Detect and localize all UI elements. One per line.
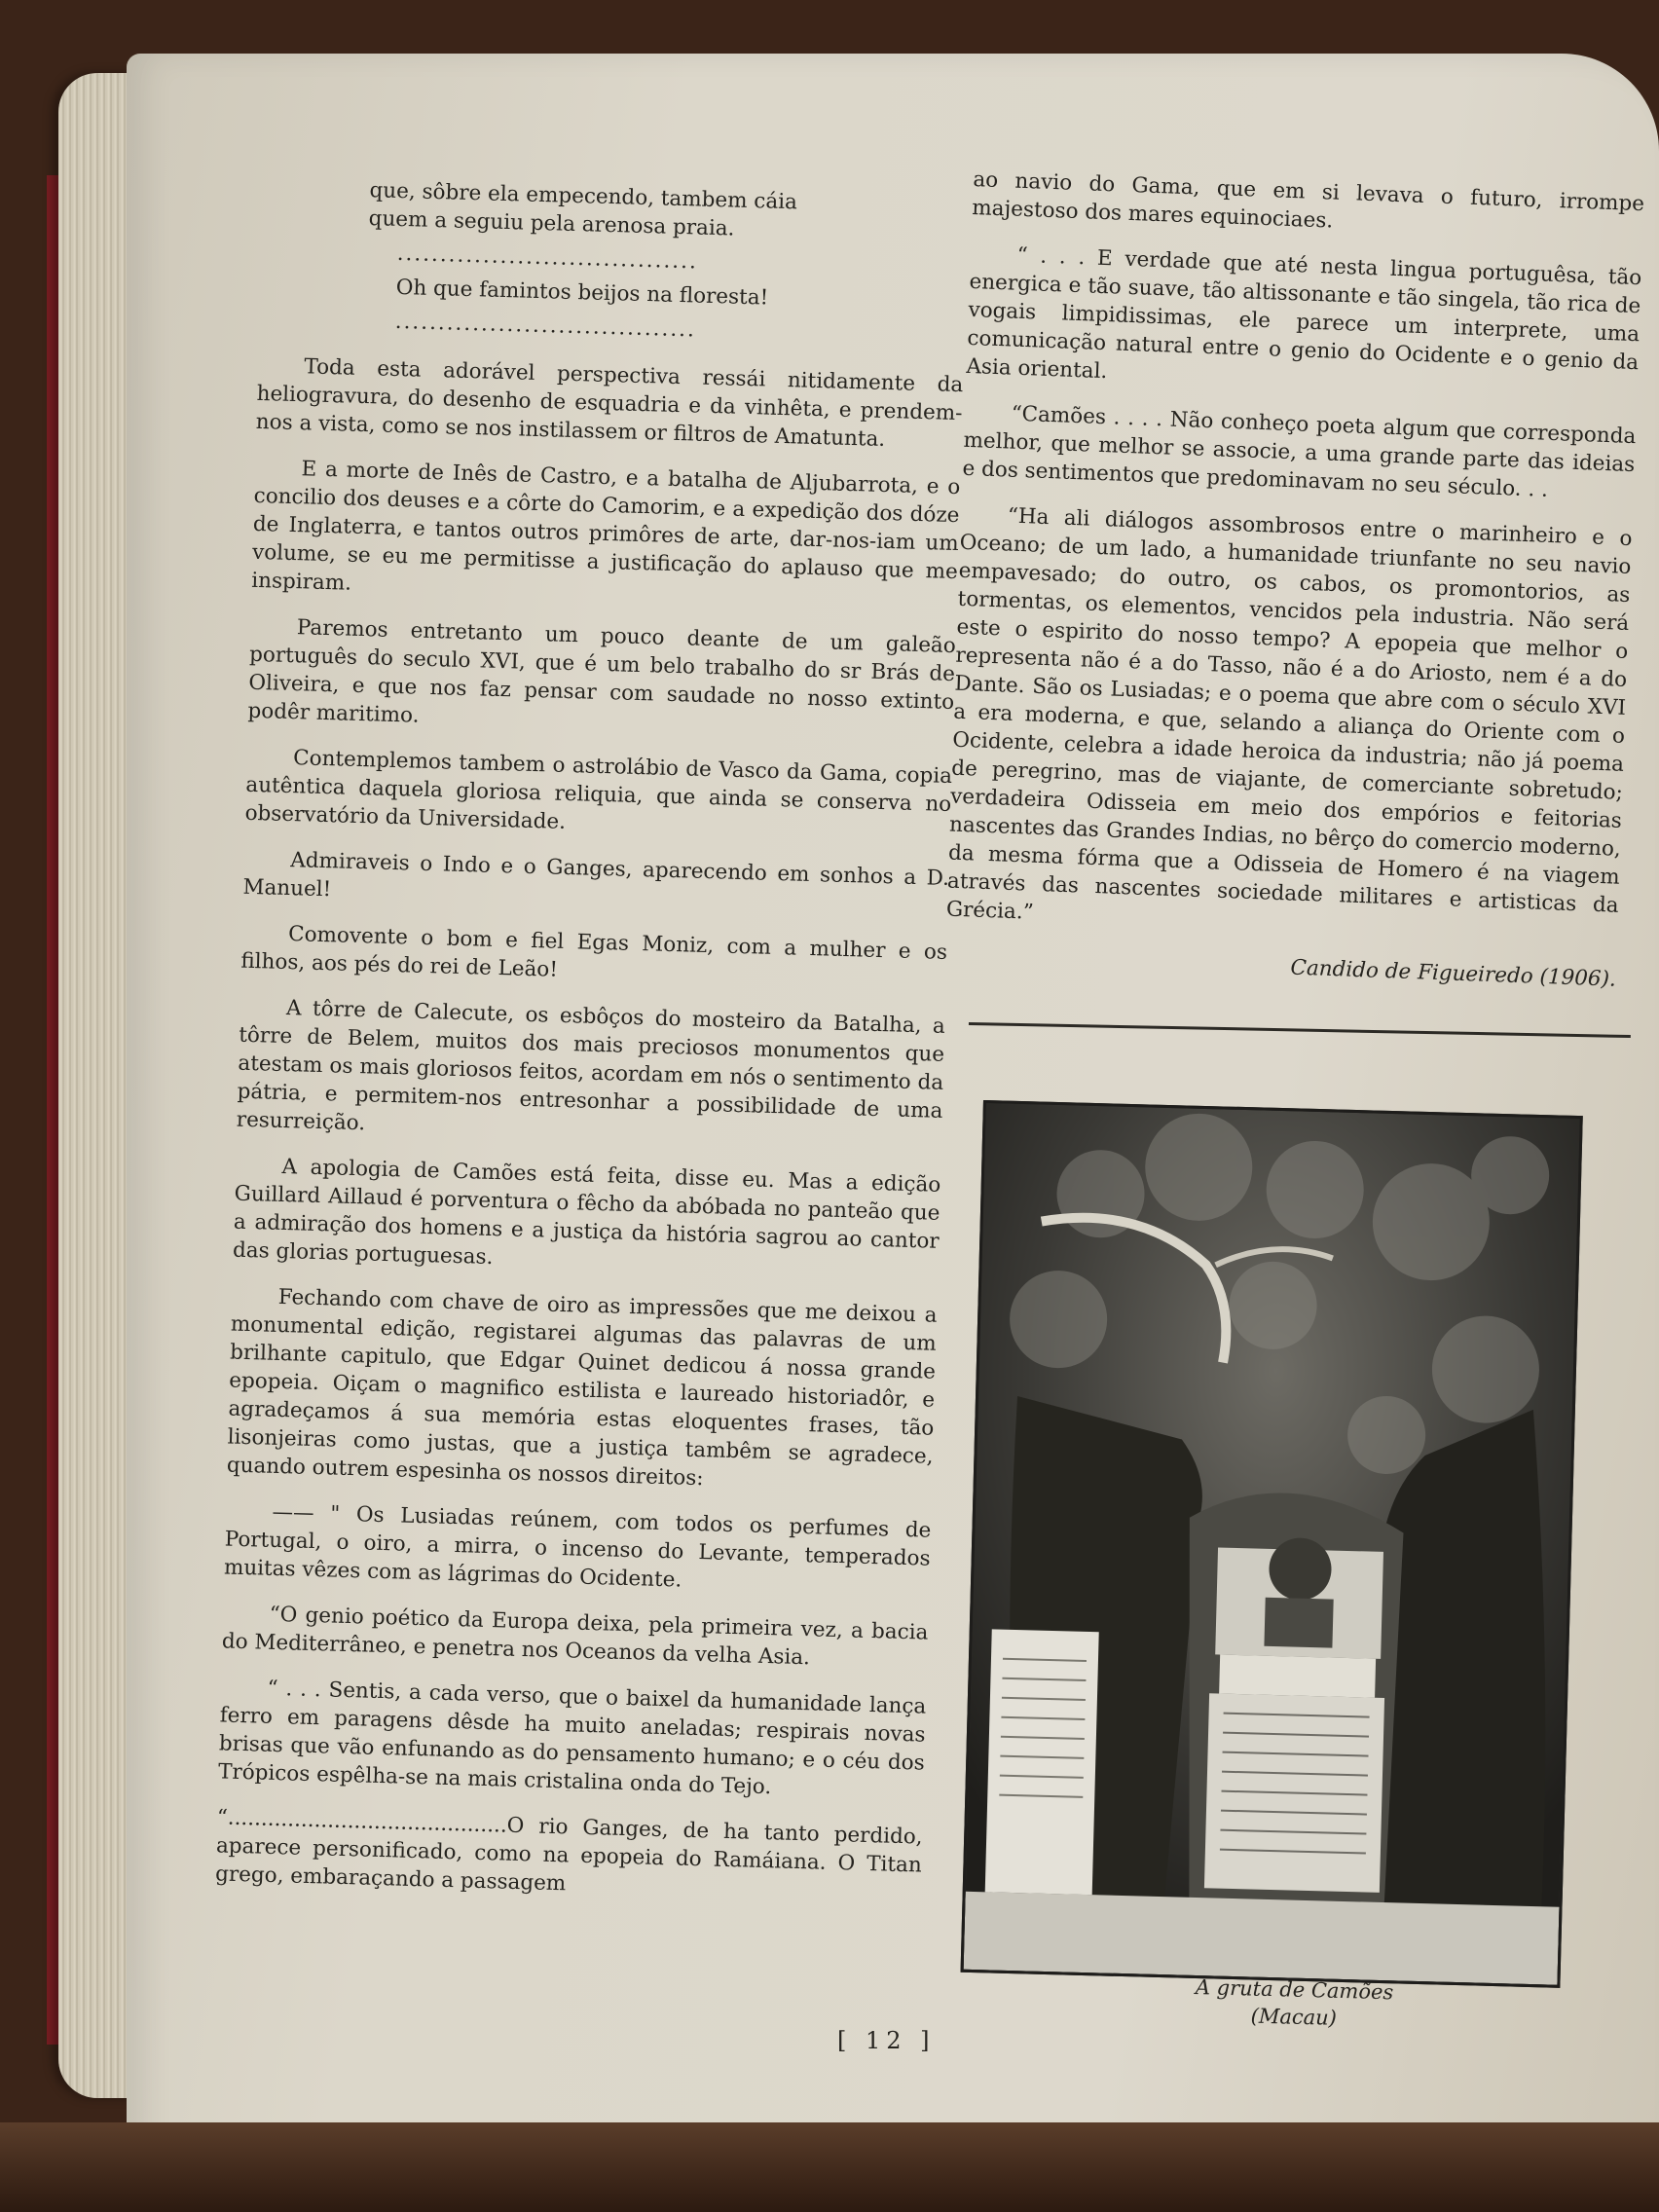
right-column [944, 166, 1645, 994]
body-paragraph: Admiraveis o Indo e o Ganges, aparecendo em sonhos a D. Manuel! [242, 848, 950, 903]
body-paragraph: Paremos entretanto um pouco deante de um galeão português do seculo XVI, que é um belo trabalho do sr Brás de Oliveira, e que nos faz pensar com saudade no nosso extinto podêr maritimo. [247, 615, 957, 728]
body-paragraph: E a morte de Inês de Castro, e a batalha de Aljubarrota, e o concilio dos deuses e a côrte do Camorim, e a expedição dos dóze de Inglaterra, e tantos outros primôres de arte, dar-nos-iam um volume, se eu me permitisse a justificação do aplauso que me inspiram. [250, 457, 961, 596]
grotto-photo-illustration [964, 1103, 1580, 1985]
grotto-photograph [961, 1100, 1583, 1988]
table-surface [0, 2122, 1659, 2212]
body-paragraph: Contemplemos tambem o astrolábio de Vasco da Gama, copia autêntica daquela gloriosa reliquia, que ainda se conserva no observatório da Universidade. [244, 746, 953, 834]
body-paragraph: A apologia de Camões está feita, disse eu. Mas a edição Guillard Aillaud é porventura o fêcho da abóbada no panteão que a admiração dos homens e a justiça da história sagrou ao cantor das glorias portuguesas. [232, 1154, 941, 1271]
verse-line: quem a seguiu pela arenosa praia. [368, 206, 735, 241]
dotted-separator: ................................... [396, 240, 699, 275]
left-column [214, 173, 968, 1926]
quote-paragraph: “ . . . Sentis, a cada verso, que o baixel da humanidade lança ferro em paragens dêsde ha muito aneladas; respirais novas brisas que vão enfunando as do pensamento humano; e o céu dos Trópicos espêlha-se na mais cristalina onda do Tejo. [217, 1676, 927, 1800]
caption-location: (Macau) [1250, 2004, 1338, 2030]
quote-paragraph: “ . . . E verdade que até nesta lingua portuguêsa, tão energica e tão suave, tão altissonante e tão singela, tão rica de vogais limpidissimas, ele parece um interprete, uma comunicação natural entre o genio do Ocidente e o genio da Asia oriental. [965, 242, 1642, 385]
body-paragraph: A tôrre de Calecute, os esbôços do mosteiro da Batalha, a tôrre de Belem, muitos dos mais preciosos monumentos que atestam os mais gloriosos feitos, acordam em nós o sentimento da pátria, e permitem-nos entresonhar a possibilidade de uma resurreição. [236, 996, 946, 1136]
quote-signature: Candido de Figueiredo (1906). [1290, 955, 1617, 992]
quote-paragraph: —— " Os Lusiadas reúnem, com todos os perfumes de Portugal, o oiro, a mirra, o incenso do Levante, temperados muitas vêzes com as lágrimas do Ocidente. [223, 1499, 932, 1593]
photo-caption [1119, 1972, 1470, 2035]
body-paragraph: Toda esta adorável perspectiva ressái nitidamente da heliogravura, do desenho de esquadria e da vinhêta, e prendem-nos a vista, como se nos instilassem or filtros de Amatunta. [255, 354, 964, 452]
caption-title: A gruta de Camões [1195, 1975, 1394, 2005]
page-number: [ 12 ] [837, 2027, 936, 2054]
quote-paragraph: “Camões . . . . Não conheço poeta algum que corresponda melhor, que melhor se associe, a uma grande parte das ideias e dos sentimentos que predominavam no seu século. . . [962, 401, 1637, 502]
body-paragraph: Comovente o bom e fiel Egas Moniz, com a mulher e os filhos, aos pés do rei de Leão! [240, 922, 948, 982]
quote-paragraph: “Ha ali diálogos assombrosos entre o marinheiro e o Oceano; de um lado, a humanidade triunfante no seu navio empavesado; do outro, os cabos, os promontorios, as tormentas, os elementos, vencidos pela industria. Não será este o espirito do nosso tempo? A epopeia que melhor o representa não é a do Tasso, não é a do Ariosto, nem é a do Dante. São os Lusiadas; e o poema que abre com o século XVI a era moderna, e que, selando a aliança do Oriente com o Ocidente, celebra a idade heroica da industria; não já poema de peregrino, mas de viajante, de comerciante sobretudo; verdadeira Odisseia em meio dos empórios e feitorias nascentes das Grandes Indias, no bêrço do comercio moderno, da mesma fórma que a Odisseia de Homero é na viagem através das nascentes sociedade militares e artisticas da Grécia.” [945, 503, 1633, 925]
quote-paragraph: “..........................................O rio Ganges, de ha tanto perdido, aparece personificado, como na epopeia do Ramáiana. O Titan grego, embaraçando a passagem [214, 1805, 923, 1897]
verse-line: Oh que famintos beijos na floresta! [395, 275, 769, 311]
quote-paragraph: ao navio do Gama, que em si levava o futuro, irrompe majestoso dos mares equinociaes. [971, 166, 1645, 234]
verse-line: que, sôbre ela empecendo, tambem cáia [369, 178, 798, 215]
dotted-separator: ................................... [394, 309, 697, 343]
body-paragraph: Fechando com chave de oiro as impressões que me deixou a monumental edição, registarei algumas das palavras de um brilhante capitulo, que Edgar Quinet dedicou á nossa grande epopeia. Oiçam o magnifico estilista e laureado historiadôr, e agradeçamos á sua memória estas eloquentes frases, tão lisonjeiras como justas, que a justiça tambêm se agradece, quando outrem espesinha os nossos direitos: [226, 1284, 938, 1492]
quote-paragraph: “O genio poético da Europa deixa, pela primeira vez, a bacia do Mediterrâneo, e penetra nos Oceanos da velha Asia. [221, 1602, 929, 1671]
